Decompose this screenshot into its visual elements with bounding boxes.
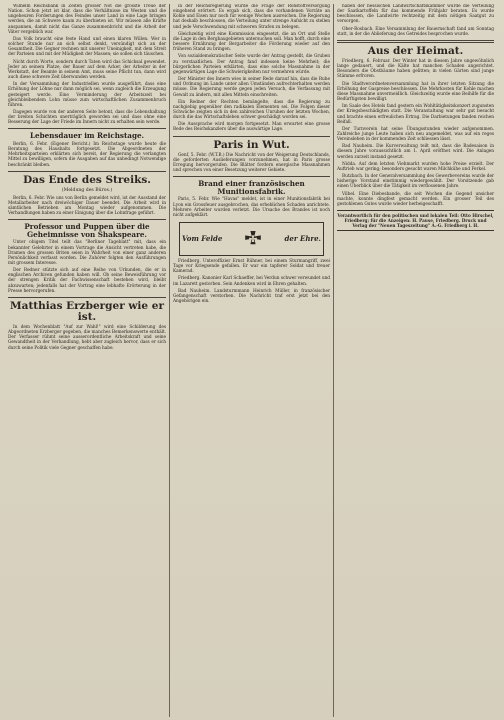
headline: Paris in Wut. [213, 138, 290, 151]
paragraph: Genf, 5. Febr. (W.T.B.) Die Nachricht von der Weigerung Deutschlands, die geforderten Auslieferungen vorzunehmen, hat in Paris grosse Erregung hervorgerufen. Die Blätter fordern energische Massnahmen und sprechen von einer Besetzung weiterer Gebiete. [173, 152, 330, 174]
divider [8, 297, 166, 298]
section-headline: Aus der Heimat. [367, 44, 464, 57]
paragraph: Wilhelm Reichsbank in Zeiten grosser Not die grösste Treue der Nation. Schon jetzt ist klar, dass die Verhältnisse im Westen und die ungeheuren Forderungen des Feindes unser Land in eine Lage bringen werden, die an Schwere kaum zu überbieten ist. Wir müssen alle Kräfte anspannen, damit nicht das Ganze zusammenbricht und die Arbeit der Väter vergeblich war. [8, 4, 166, 35]
paragraph: Der Turnverein hat seine Übungsstunden wieder aufgenommen. Zahlreiche junge Leute haben sich neu angemeldet, was auf ein reges Vereinsleben in der kommenden Zeit schliessen lässt. [337, 126, 494, 143]
paragraph: Ein Redner der Rechten bemängelte, dass die Regierung zu nachgiebig gegenüber den radikalen Elementen sei. Die Folgen dieser Schwäche zeigten sich in den zahlreichen Unruhen der letzten Wochen, durch die das Wirtschaftsleben schwer geschädigt worden sei. [173, 99, 330, 121]
paragraph: Die Stadtverordnetenversammlung hat in ihrer letzten Sitzung die Erhöhung der Gaspreise beschlossen. Die Mehrkosten für Kohle machen diese Massnahme unvermeidlich. Gleichzeitig wurde eine Beihilfe für die Bedürftigsten bewilligt. [337, 81, 494, 103]
paragraph: Dagegen wurde von der anderen Seite betont, dass die Lebenshaltung der breiten Schichten unerträglich geworden sei und dass ohne eine Besserung der Lage der Friede im Innern nicht zu erhalten sein werde. [8, 109, 166, 126]
paragraph: Der Minister des Innern wies in seiner Rede darauf hin, dass die Ruhe und Ordnung im Lande unter allen Umständen aufrechterhalten werden müsse. Die Regierung werde gegen jeden Versuch, die Verfassung mit Gewalt zu ändern, mit allen Mitteln einschreiten. [173, 77, 330, 98]
subheadline: (Meldung des Büros.) [61, 187, 113, 193]
paragraph: Im Saale des Hotels fand gestern ein Wohltätigkeitskonzert zugunsten der Kriegsbeschädigten statt. Die Veranstaltung war sehr gut besucht und brachte einen erfreulichen Ertrag. Die Darbietungen fanden reichen Beifall. [337, 104, 494, 125]
paragraph: Bad Nauheim. Landsturmmann Heinrich Müller, in französischer Gefangenschaft verstorben. Die Nachricht traf erst jetzt bei den Angehörigen ein. [173, 288, 330, 305]
paragraph: Friedberg, 6. Februar. Der Winter hat in diesem Jahre ungewöhnlich lange gedauert, und die Kälte hat manchen Schaden angerichtet. Besonders die Obstbäume haben gelitten; in vielen Gärten sind junge Stämme erfroren. [337, 58, 494, 80]
column-left [5, 4, 169, 717]
headline: Das Ende des Streiks. [23, 173, 151, 186]
iron-cross-icon [240, 226, 266, 252]
paragraph: Berlin, 6. Febr. (Eigener Bericht.) Im Reichstage wurde heute die Beratung des Haushalts fortgesetzt. Die Abgeordneten der Mehrheitsparteien erklärten sich bereit, der Regierung die verlangten Mittel zu bewilligen, sofern die Ausgaben auf das unbedingt Notwendige beschränkt bleiben. [8, 142, 166, 168]
headline: Matthias Erzberger wie er ist. [10, 299, 164, 323]
banner-label-right: der Ehre. [284, 234, 321, 244]
paragraph: Gleichzeitig wird eine Kommission eingesetzt, die an Ort und Stelle die Lage in den Bergbaugebieten untersuchen soll. Man hofft, durch eine bessere Ernährung der Bergarbeiter die Förderung wieder auf den früheren Stand zu bringen. [173, 31, 330, 53]
divider [173, 176, 330, 177]
paragraph: Vilbel. Eine Diebesbande, die seit Wochen die Gegend unsicher machte, konnte dingfest gemacht werden. Ein grosser Teil des gestohlenen Gutes wurde wieder herbeigeschafft. [337, 191, 494, 207]
paragraph: Friedberg. Kanonier Karl Schaeffer, bei Verdun schwer verwundet und im Lazarett gestorben. Sein Andenken wird in Ehren gehalten. [173, 276, 330, 287]
paragraph: Von sozialdemokratischer Seite wurde der Antrag gestellt, die Gruben zu verstaatlichen. Der Antrag fand indessen keine Mehrheit; die bürgerlichen Parteien erklärten, dass eine solche Massnahme in der gegenwärtigen Lage die Schwierigkeiten nur vermehren würde. [173, 54, 330, 75]
paragraph: Nidda. Auf dem letzten Viehmarkt wurden hohe Preise erzielt. Der Auftrieb war gering; besonders gesucht waren Milchkühe und Ferkel. [337, 161, 494, 172]
paragraph: In dem Wochenblatt "Auf zur Wahl!" wird eine Schilderung des Abgeordneten Erzberger gegeben, die manches Bemerkenswerte enthält. Der Verfasser rühmt seine ausserordentliche Arbeitskraft und seine Gewandtheit in der Verhandlung, hebt aber zugleich hervor, dass er sich durch seine Politik viele Gegner geschaffen habe. [8, 324, 166, 351]
divider [8, 171, 166, 172]
divider [8, 219, 166, 220]
paragraph: In der Versammlung der Industriellen wurde ausgeführt, dass eine Erhöhung der Löhne nur dann möglich sei, wenn zugleich die Erzeugung gesteigert werde. Eine Verminderung der Arbeitszeit bei gleichbleibendem Lohn müsse zum wirtschaftlichen Zusammenbruch führen. [8, 82, 166, 108]
imprint-footer: Verantwortlich für den politischen und lokalen Teil: Otto Hirschel, Friedberg; für die Anzeigen: H. Pause, Friedberg. Druck und Verlag der "Neuen Tageszeitung" A.-G. Friedberg i. H. [337, 210, 494, 231]
paragraph: Friedberg. Unteroffizier Ernst Rühner, bei einem Sturmangriff, zwei Tage vor Kriegsende gefallen. Er war ein tapferer Soldat und treuer Kamerad. [173, 258, 330, 275]
paragraph: Berlin, 6. Febr. Wie uns von Berlin gemeldet wird, ist der Ausstand der Metallarbeiter nach dreiwöchiger Dauer beendet. Die Arbeit wird in sämtlichen Betrieben am Montag wieder aufgenommen. Die Verhandlungen haben zu einer Einigung über die Lohnfrage geführt. [8, 195, 166, 217]
paragraph: in der Reichsregierung wurde die Frage der Rohstoffversorgung eingehend erörtert. Es ergab sich, dass die vorhandenen Vorräte an Kohle und Eisen nur noch für wenige Wochen ausreichen. Die Regierung hat deshalb beschlossen, die Verteilung unter strenge Aufsicht zu stellen und jede Verschwendung mit schweren Strafen zu belegen. [173, 4, 330, 30]
paragraph: Bad Nauheim. Die Kurverwaltung teilt mit, dass die Badesaison in diesem Jahre voraussichtlich am 1. April eröffnet wird. Die Anlagen werden zurzeit instand gesetzt. [337, 144, 494, 160]
paragraph: Nicht durch Worte, sondern durch Taten wird das Schicksal gewendet. Jeder an seinem Platze, der Bauer auf dem Acker, der Arbeiter in der Werkstatt, der Beamte in seinem Amt, muss seine Pflicht tun, dann wird auch diese schwere Zeit überwunden werden. [8, 59, 166, 81]
paragraph: haben der hessischen Landwirtschaftskammer wurde die Verteilung der Saatkartoffeln für das kommende Frühjahr beraten. Es wurde beschlossen, die Landwirte rechtzeitig mit dem nötigen Saatgut zu versorgen. [337, 4, 494, 25]
divider [173, 136, 330, 137]
paragraph: Ober-Rosbach. Eine Versammlung der Bauernschaft fand am Sonntag statt, in der die Ablieferung des Getreides besprochen wurde. [337, 26, 494, 37]
column-middle [169, 4, 333, 717]
paragraph: Unter obigem Titel teilt das "Berliner Tageblatt" mit, dass ein bekannter Gelehrter in einem Vortrage die Ansicht vertreten habe, die Dramen des grossen Briten seien in Wahrheit von einer ganz anderen Persönlichkeit verfasst worden. Die Zuhörer folgten den Ausführungen mit grossem Interesse. [8, 240, 166, 266]
headline: Lebensdauer im Reichstage. [29, 131, 145, 141]
paragraph: Butzbach. In der Generalversammlung des Gewerbevereins wurde der bisherige Vorstand einstimmig wiedergewählt. Der Vorsitzende gab einen Überblick über die Tätigkeit im verflossenen Jahre. [337, 174, 494, 190]
honor-roll-banner [179, 222, 324, 256]
headline: Professor und Puppen über die Geheimnisse von Shakspeare. [24, 222, 150, 239]
paragraph: Das Volk braucht eine feste Hand und einen klaren Willen. Wer in solcher Stunde nur an sich selbst denkt, versündigt sich an der Gesamtheit. Die Gegner rechnen mit unserer Uneinigkeit, mit dem Streit der Parteien und mit der Müdigkeit der Massen; sie sollen sich täuschen. [8, 36, 166, 58]
paragraph: Die Aussprache wird morgen fortgesetzt. Man erwartet eine grosse Rede des Reichskanzlers über die auswärtige Lage. [173, 122, 330, 133]
paragraph: Der Redner stützte sich auf eine Reihe von Urkunden, die er in englischen Archiven gefunden haben will. Ob seine Beweisführung vor der strengen Kritik der Fachwissenschaft bestehen wird, bleibt abzuwarten; jedenfalls hat der Vortrag eine lebhafte Erörterung in der Presse hervorgerufen. [8, 268, 166, 294]
headline: Brand einer französischen Munitionsfabrik. [198, 179, 305, 196]
column-right [333, 4, 497, 717]
divider [337, 40, 494, 43]
paragraph: Paris, 5. Febr. Wie "Havas" meldet, ist in einer Munitionsfabrik bei Lyon ein Grossfeuer ausgebrochen, das erheblichen Schaden anrichtete. Mehrere Arbeiter wurden verletzt. Die Ursache des Brandes ist noch nicht aufgeklärt. [173, 197, 330, 218]
banner-label-left: Vom Felde [182, 234, 223, 244]
divider [8, 128, 166, 129]
